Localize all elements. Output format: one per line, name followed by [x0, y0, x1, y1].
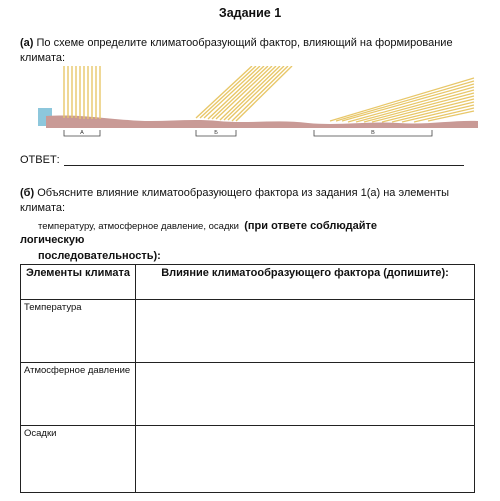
rays-group-b	[196, 66, 292, 121]
rays-group-c	[330, 78, 474, 122]
answer-cell-pressure[interactable]	[136, 363, 475, 426]
task-a-question: По схеме определите климатообразующий фактор, влияющий на формирование климата:	[20, 37, 453, 64]
task-b-question: Объясните влияние климатообразующего фактора из задания 1(а) на элементы климата:	[20, 187, 450, 214]
row-label-temperature: Температура	[21, 300, 136, 363]
task-title: Задание 1	[218, 6, 282, 20]
elements-list: температуру, атмосферное давление, осадки	[38, 221, 239, 232]
table-row	[21, 426, 475, 493]
task-a-text	[20, 36, 480, 66]
answer-cell-temperature[interactable]	[136, 300, 475, 363]
answer-table	[20, 264, 475, 493]
label-b: Б	[214, 130, 218, 136]
label-c: В	[371, 130, 375, 136]
task-b-text	[20, 186, 480, 216]
note-part2: логическую	[20, 234, 85, 246]
answer-label: ОТВЕТ:	[20, 154, 60, 166]
row-label-pressure: Атмосферное давление	[21, 363, 136, 426]
table-row	[21, 300, 475, 363]
table-header-row	[21, 265, 475, 300]
answer-line[interactable]	[64, 154, 464, 166]
header-elements: Элементы климата	[21, 265, 136, 300]
task-b-label: (б)	[20, 187, 35, 199]
note-part1: (при ответе соблюдайте	[244, 220, 378, 232]
answer-cell-precipitation[interactable]	[136, 426, 475, 493]
table-row	[21, 363, 475, 426]
label-a: А	[80, 130, 84, 136]
rays-group-a	[64, 66, 100, 119]
header-influence: Влияние климатообразующего фактора (допишите):	[136, 265, 475, 300]
task-b-elements	[38, 219, 478, 234]
answer-row	[20, 154, 464, 166]
task-a-label: (а)	[20, 37, 34, 49]
note-part3: последовательность):	[38, 250, 161, 262]
row-label-precipitation: Осадки	[21, 426, 136, 493]
sun-rays-diagram	[38, 66, 478, 148]
